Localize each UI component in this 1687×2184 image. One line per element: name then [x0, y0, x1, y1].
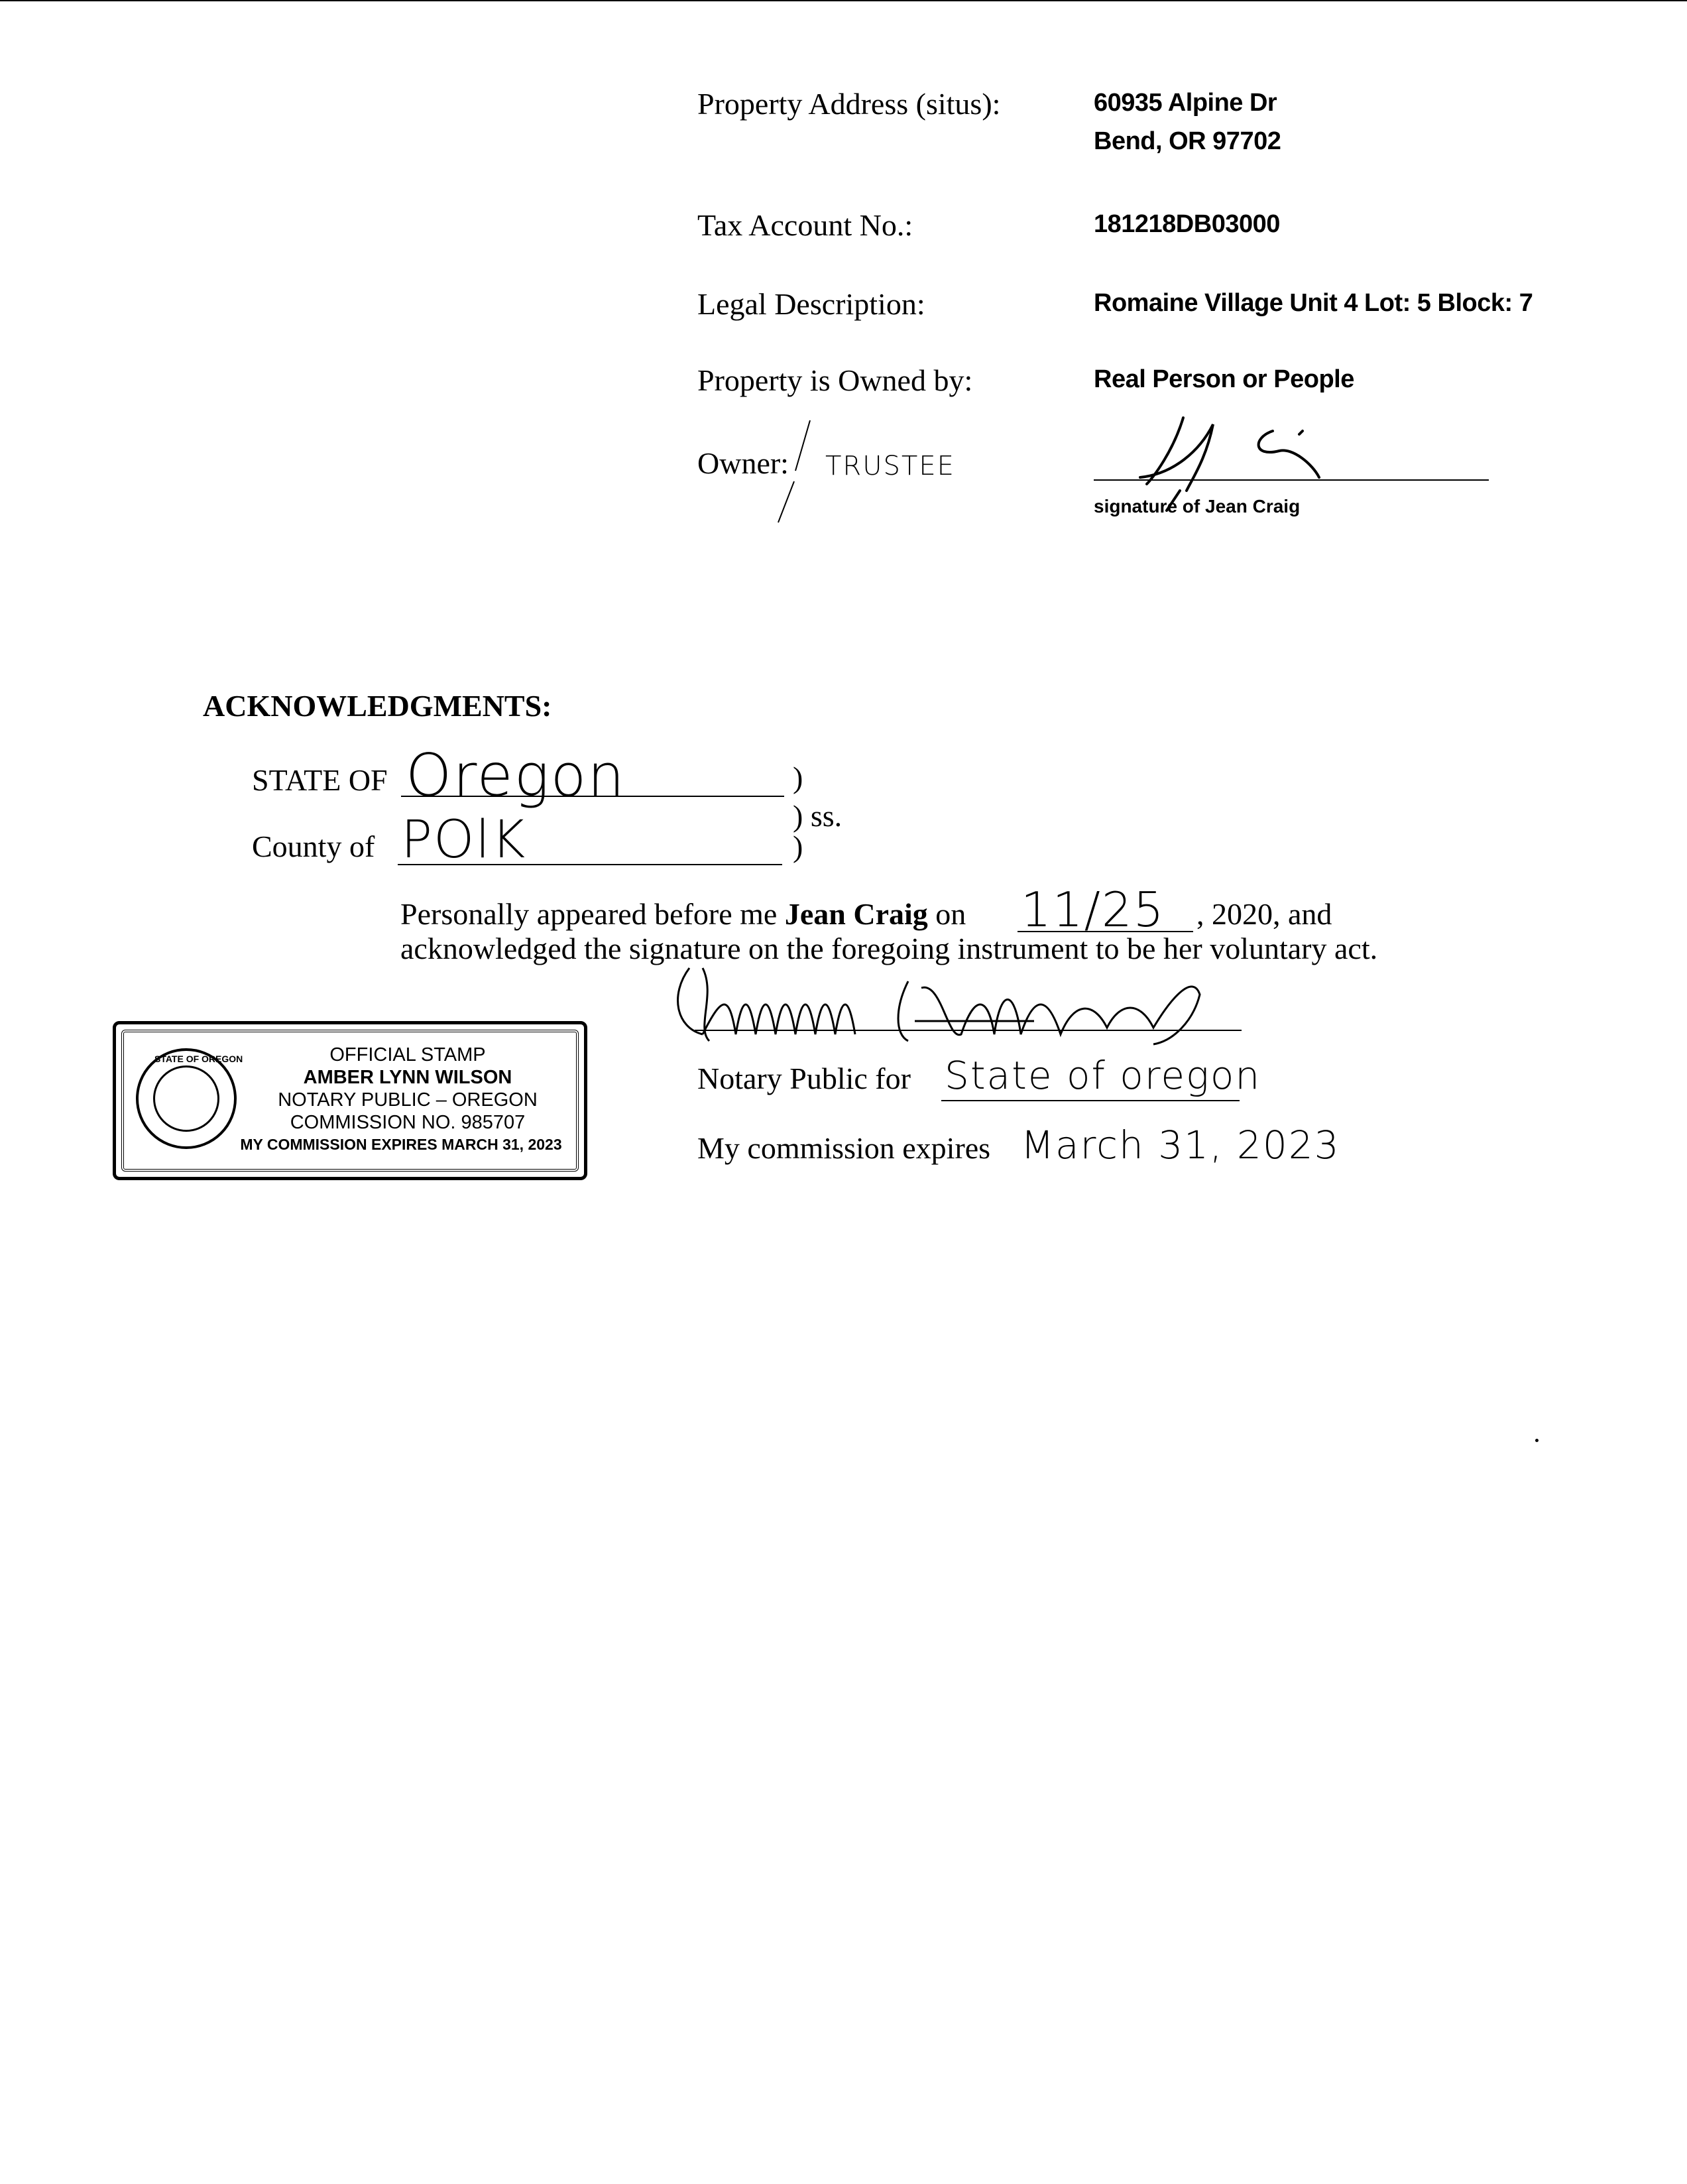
stamp-line3: NOTARY PUBLIC – OREGON: [278, 1089, 538, 1111]
property-address-line2: Bend, OR 97702: [1094, 127, 1281, 155]
state-value-handwritten: Oregon: [406, 741, 626, 810]
stamp-seal: [136, 1048, 243, 1149]
notary-signature-line: [695, 1030, 1242, 1031]
signature-caption: signature of Jean Craig: [1094, 496, 1301, 516]
legal-description-label: Legal Description:: [697, 287, 925, 321]
owner-label: Owner:: [697, 446, 789, 480]
official-stamp: [113, 1021, 587, 1180]
notary-public-label: Notary Public for: [697, 1062, 911, 1095]
paren-top: ): [793, 760, 803, 794]
stamp-line5: MY COMMISSION EXPIRES MARCH 31, 2023: [240, 1136, 562, 1153]
county-label: County of: [252, 829, 375, 863]
notary-signature: [663, 955, 1233, 1054]
appearance-date-handwritten: 11/25: [1021, 882, 1165, 938]
notary-state-handwritten: State of oregon: [945, 1053, 1261, 1098]
appearance-on: on: [935, 897, 966, 931]
county-value-handwritten: POlK: [401, 810, 527, 870]
scan-top-border: [0, 0, 1687, 1]
appearance-after: , 2020, and: [1196, 897, 1332, 931]
commission-date-handwritten: March 31, 2023: [1021, 1122, 1340, 1168]
paren-ss: ) ss.: [793, 799, 843, 833]
paren-bottom: ): [793, 829, 803, 863]
owned-by-label: Property is Owned by:: [697, 363, 973, 397]
appearance-before: Personally appeared before me: [400, 897, 778, 931]
owner-slash-mark: [769, 418, 822, 524]
notary-state-line: [941, 1100, 1240, 1101]
commission-expires-label: My commission expires: [697, 1131, 991, 1165]
state-label: STATE OF: [252, 763, 388, 797]
stamp-line1: OFFICIAL STAMP: [329, 1044, 486, 1065]
appearance-name: Jean Craig: [784, 897, 928, 931]
appearance-line2: acknowledged the signature on the foregoing instrument to be her voluntary act.: [400, 932, 1378, 965]
property-address-line1: 60935 Alpine Dr: [1094, 89, 1277, 117]
stamp-line4: COMMISSION NO. 985707: [290, 1112, 526, 1133]
state-line: [401, 796, 784, 797]
seal-text: STATE OF OREGON: [154, 1054, 243, 1064]
owner-title-handwritten: TRUSTEE: [825, 451, 955, 481]
stamp-line2: AMBER LYNN WILSON: [303, 1067, 512, 1088]
tax-account-value: 181218DB03000: [1094, 210, 1280, 238]
acknowledgments-heading: ACKNOWLEDGMENTS:: [203, 689, 552, 723]
scan-speck: [1535, 1439, 1539, 1442]
legal-description-value: Romaine Village Unit 4 Lot: 5 Block: 7: [1094, 289, 1533, 317]
tax-account-label: Tax Account No.:: [697, 208, 913, 242]
county-line: [398, 864, 782, 865]
appearance-line1: [400, 896, 966, 932]
property-address-label: Property Address (situs):: [697, 87, 1001, 121]
owned-by-value: Real Person or People: [1094, 365, 1354, 393]
